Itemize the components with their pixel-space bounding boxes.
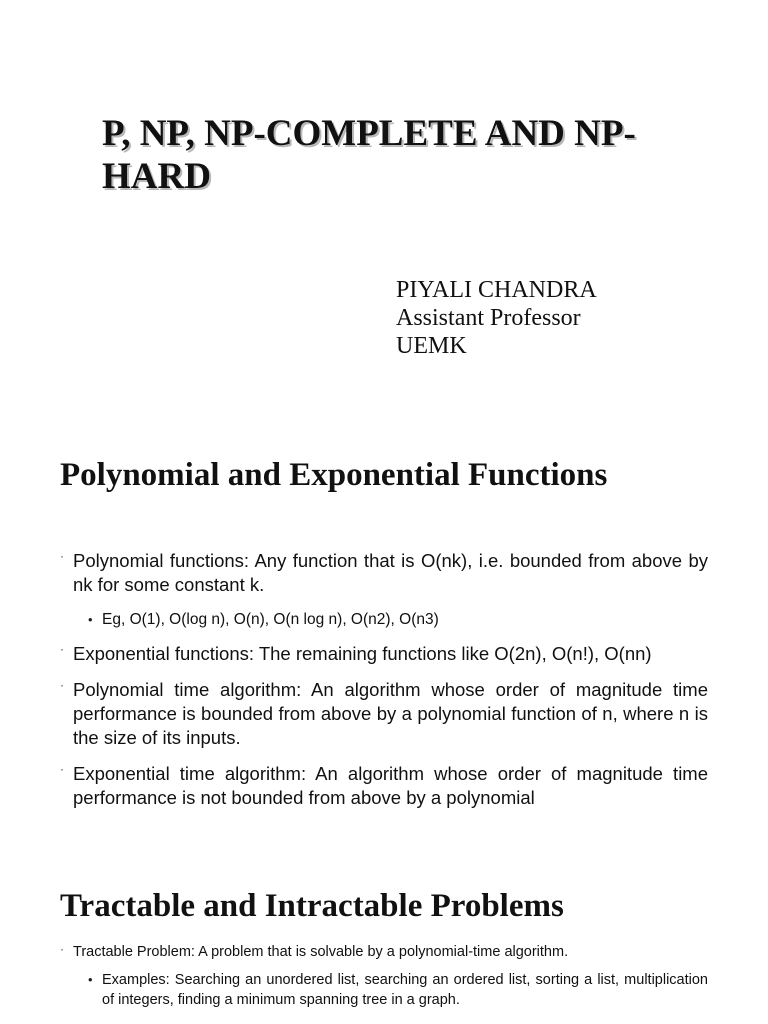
bullet-text: Polynomial time algorithm: An algorithm whose order of magnitude time performance is bounded from above by a polynomial function of n, where n is the size of its inputs. — [73, 679, 708, 748]
title-slide — [0, 0, 768, 425]
author-name: PIYALI CHANDRA — [396, 277, 597, 303]
bullet-dot-icon: · — [60, 642, 64, 656]
bullet-text: Exponential time algorithm: An algorithm whose order of magnitude time performance is not bounded from above by a polynomial — [73, 763, 708, 808]
slide-title: Polynomial and Exponential Functions — [60, 457, 608, 493]
sub-bullet-item — [60, 970, 708, 1010]
bullet-item — [60, 762, 708, 810]
bullet-dot-icon: · — [60, 762, 64, 776]
bullet-item — [60, 549, 708, 597]
slide-title: Tractable and Intractable Problems — [60, 888, 564, 924]
author-block — [396, 276, 597, 360]
bullet-dot-icon: • — [88, 972, 93, 987]
sub-bullet-text: Eg, O(1), O(log n), O(n), O(n log n), O(n2), O(n3) — [102, 611, 439, 628]
bullet-item — [60, 642, 708, 666]
author-institution: UEMK — [396, 333, 467, 359]
functions-slide — [0, 425, 768, 862]
bullet-item — [60, 942, 708, 962]
tractable-slide — [0, 862, 768, 1024]
bullet-dot-icon: · — [60, 678, 64, 692]
bullet-dot-icon: • — [88, 612, 93, 627]
bullet-dot-icon: · — [60, 942, 64, 956]
bullet-list — [60, 549, 708, 822]
sub-bullet-item — [60, 609, 708, 630]
bullet-text: Polynomial functions: Any function that is O(nk), i.e. bounded from above by nk for some constant k. — [73, 550, 708, 595]
bullet-item — [60, 678, 708, 750]
bullet-dot-icon: · — [60, 549, 64, 563]
sub-bullet-text: Examples: Searching an unordered list, searching an ordered list, sorting a list, multiplication of integers, finding a minimum spanning tree in a graph. — [102, 972, 708, 1008]
bullet-text: Exponential functions: The remaining functions like O(2n), O(n!), O(nn) — [73, 643, 652, 664]
bullet-text: Tractable Problem: A problem that is solvable by a polynomial-time algorithm. — [73, 944, 569, 960]
bullet-list — [60, 942, 708, 1022]
author-position: Assistant Professor — [396, 305, 581, 331]
presentation-title: P, NP, NP-COMPLETE AND NP-HARD — [102, 113, 636, 197]
